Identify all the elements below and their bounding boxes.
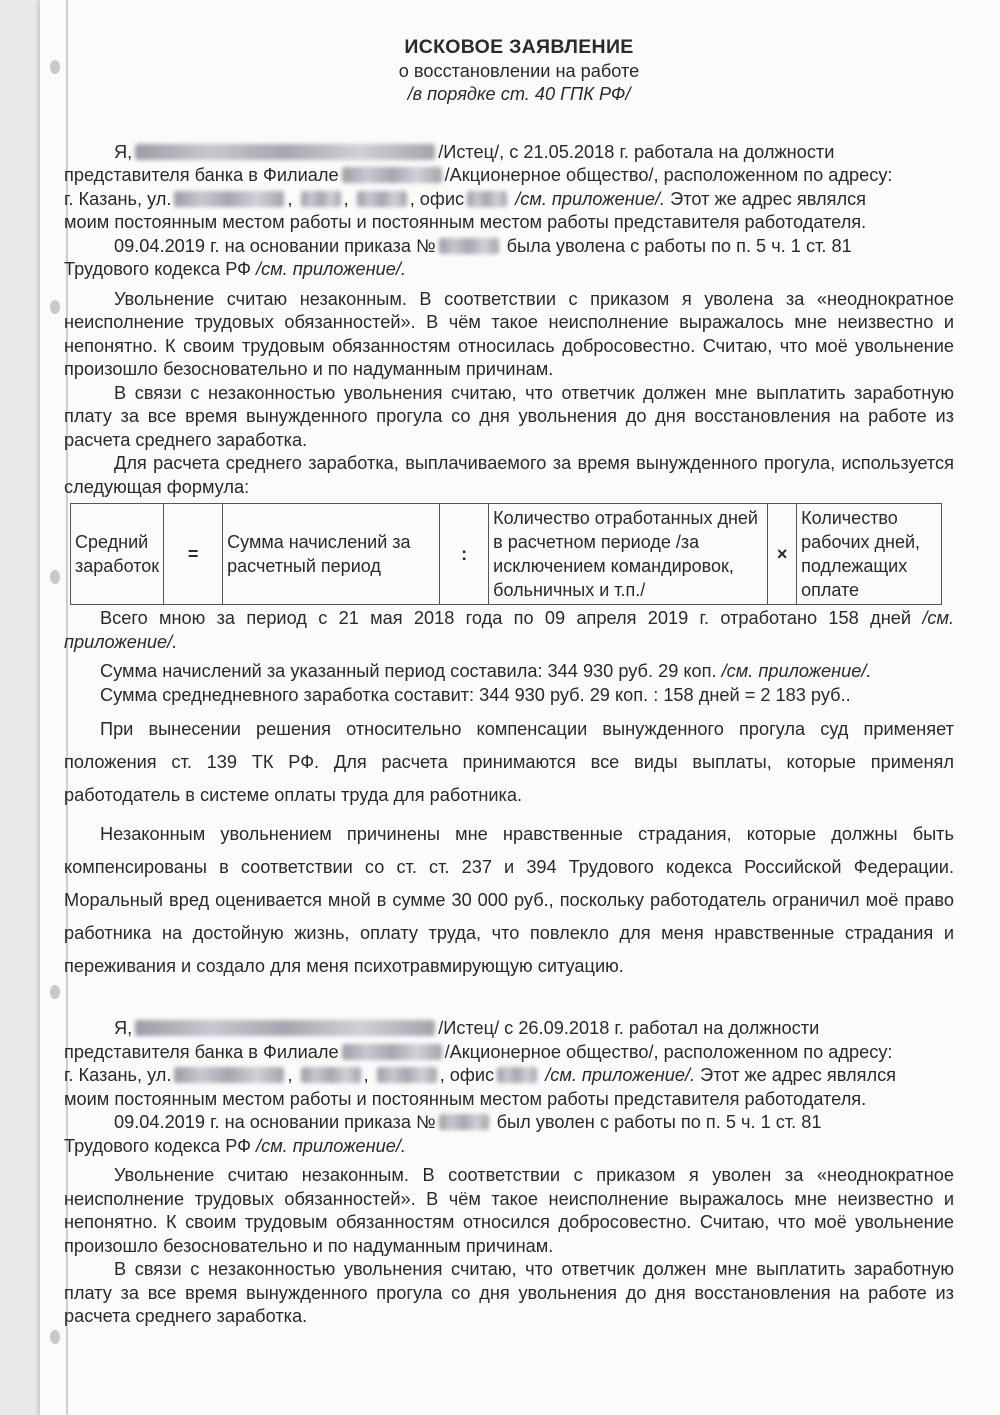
- moral-damage-paragraph: Незаконным увольнением причинены мне нравственные страдания, которые должны быть компенсированы в соответствии со ст. ст. 237 и 394 Трудового кодекса Российской Федерации. Моральный вред оценивается мной в сумме 30 000 руб., поскольку работодатель ограничил моё право работника на достойную жизнь, оплату труда, что повлекло для меня нравственные страдания и переживания и создало для меня психотравмирующую ситуацию.: [64, 824, 954, 976]
- claimant2-line: 09.04.2019 г. на основании приказа № был уволен с работы по п. 5 ч. 1 ст. 81: [114, 1112, 822, 1132]
- formula-cell: Количество рабочих дней, подлежащих оплате: [797, 504, 942, 605]
- claimant1-paragraph: Увольнение считаю незаконным. В соответствии с приказом я уволена за «неоднократное неисполнение трудовых обязанностей». В чём такое неисполнение выражалось мне неизвестно и непонятно. К своим трудовым обязанностям относилась добросовестно. Считаю, что моё увольнение произошло безосновательно и по надуманным причинам.: [64, 288, 954, 379]
- formula-operator: ×: [768, 504, 797, 605]
- document-title: ИСКОВОЕ ЗАЯВЛЕНИЕ: [404, 36, 634, 58]
- claimant2-line: г. Казань, ул. , , , офис /см. приложение/. Этот же адрес являлся: [64, 1065, 897, 1085]
- redacted-office: [467, 191, 507, 207]
- redacted-building: [377, 1067, 437, 1083]
- redacted-street: [174, 191, 284, 207]
- compensation-paragraph: При вынесении решения относительно компенсации вынужденного прогула суд применяет положения ст. 139 ТК РФ. Для расчета принимаются все виды выплаты, которые применял работодатель в системе оплаты труда для работника.: [64, 719, 954, 805]
- redacted-street: [174, 1067, 284, 1083]
- document-subtitle: о восстановлении на работе: [398, 60, 640, 81]
- claimant1-paragraph: В связи с незаконностью увольнения считаю, что ответчик должен мне выплатить заработную плату за все время вынужденного прогула со дня увольнения до дня восстановления на работе из расчета среднего заработка.: [64, 382, 954, 450]
- redacted-branch: [342, 1044, 442, 1060]
- formula-operator: :: [440, 504, 489, 605]
- claimant1-line: моим постоянным местом работы и постоянным местом работы представителя работодателя.: [64, 212, 867, 232]
- formula-cell: Сумма начислений за расчетный период: [223, 504, 440, 605]
- claimant1-line: представителя банка в Филиале /Акционерное общество/, расположенном по адресу:: [64, 165, 893, 185]
- claimant1-line: Я, /Истец/, с 21.05.2018 г. работала на должности: [114, 141, 835, 162]
- claimant2-paragraph: Увольнение считаю незаконным. В соответствии с приказом я уволен за «неоднократное неисполнение трудовых обязанностей». В чём такое неисполнение выражалось мне неизвестно и непонятно. К своим трудовым обязанностям относился добросовестно. Считаю, что моё увольнение произошло безосновательно и по надуманным причинам.: [64, 1165, 954, 1256]
- calculation-line: Сумма начислений за указанный период составила: 344 930 руб. 29 коп. /см. приложение/.: [100, 661, 872, 681]
- formula-cell: Средний заработок: [71, 504, 164, 605]
- claimant2-line: Трудового кодекса РФ /см. приложение/.: [64, 1135, 406, 1156]
- binder-hole: [50, 985, 60, 999]
- redacted-house: [301, 1067, 361, 1083]
- formula-operator: =: [164, 504, 223, 605]
- claimant1-paragraph: Для расчета среднего заработка, выплачиваемого за время вынужденного прогула, используется следующая формула:: [64, 453, 954, 497]
- claimant2-line: представителя банка в Филиале /Акционерное общество/, расположенном по адресу:: [64, 1041, 893, 1062]
- redacted-order-number: [439, 1114, 489, 1130]
- claimant2-line: Я, /Истец/ с 26.09.2018 г. работал на должности: [114, 1018, 820, 1038]
- binder-hole: [50, 300, 60, 314]
- redacted-order-number: [439, 238, 499, 254]
- average-earnings-formula-table: [70, 503, 942, 605]
- claimant1-line: г. Казань, ул. , , , офис /см. приложение/. Этот же адрес являлся: [64, 188, 867, 209]
- claimant2-line: моим постоянным местом работы и постоянным местом работы представителя работодателя.: [64, 1088, 867, 1109]
- binder-hole: [50, 1330, 60, 1344]
- formula-cell: Количество отработанных дней в расчетном периоде /за исключением командировок, больничных и т.п./: [489, 504, 768, 605]
- claimant2-paragraph: В связи с незаконностью увольнения считаю, что ответчик должен мне выплатить заработную плату за все время вынужденного прогула со дня увольнения до дня восстановления на работе из расчета среднего заработка.: [64, 1259, 954, 1326]
- redacted-office: [497, 1067, 537, 1083]
- calculation-line: Всего мною за период с 21 мая 2018 года по 09 апреля 2019 г. отработано 158 дней /см. приложение/.: [64, 608, 954, 652]
- claimant1-line: 09.04.2019 г. на основании приказа № была уволена с работы по п. 5 ч. 1 ст. 81: [114, 235, 852, 256]
- redacted-building: [357, 191, 407, 207]
- redacted-branch: [342, 167, 442, 183]
- redacted-house: [301, 191, 341, 207]
- calculation-line: Сумма среднедневного заработка составит: 344 930 руб. 29 коп. : 158 дней = 2 183 руб..: [100, 684, 851, 705]
- document-legal-basis: /в порядке ст. 40 ГПК РФ/: [407, 84, 631, 104]
- redacted-name: [135, 144, 435, 160]
- claimant1-line: Трудового кодекса РФ /см. приложение/.: [64, 259, 406, 279]
- binder-hole: [50, 570, 60, 584]
- document-body: [64, 36, 954, 1329]
- binder-hole: [50, 60, 60, 74]
- redacted-name: [135, 1020, 435, 1036]
